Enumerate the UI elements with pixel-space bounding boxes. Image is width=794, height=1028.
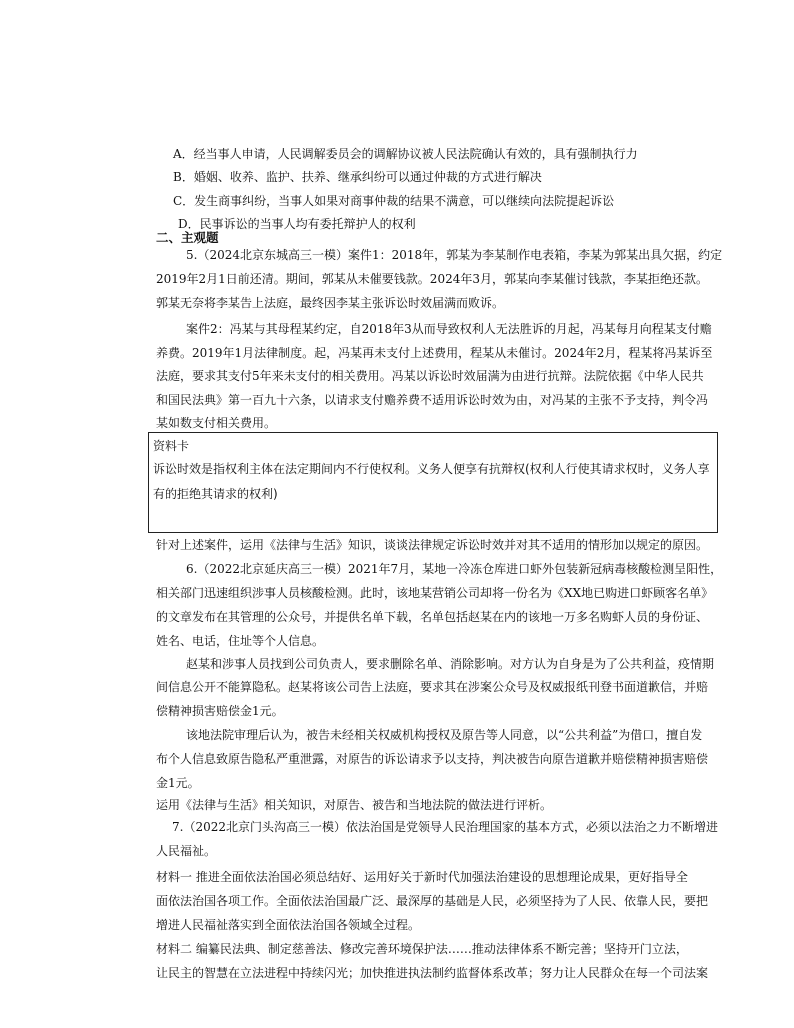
resource-card-line: 诉讼时效是指权利主体在法定期间内不行使权利。义务人便享有抗辩权(权利人行使其请求权时，义务人享 (153, 462, 710, 476)
q5-case2-line: 和国民法典》第一百九十六条，以请求支付赡养费不适用诉讼时效为由，对冯某的主张不予支持，判令冯 (156, 393, 709, 407)
q7-material2-line: 材料二 编纂民法典、制定慈善法、修改完善环境保护法……推动法律体系不断完善；坚持开门立法， (156, 942, 688, 956)
q6-para3-line: 布个人信息致原告隐私严重泄露，对原告的诉讼请求予以支持，判决被告向原告道歉并赔偿精神损害赔偿 (156, 752, 709, 766)
q5-case2-line: 养费。2019年1月法律制度。起，冯某再未支付上述费用，程某从未催讨。2024年2月，程某将冯某诉至 (156, 346, 713, 360)
option-c: C．发生商事纠纷，当事人如果对商事仲裁的结果不满意，可以继续向法院提起诉讼 (173, 194, 615, 208)
q6-para3-line: 金1元。 (156, 776, 200, 790)
q5-case2-line: 案件2：冯某与其母程某约定，自2018年3从而导致权利人无法胜诉的月起，冯某每月向程某支付赡 (186, 322, 712, 336)
q7-intro-line: 7.（2022北京门头沟高三一模）依法治国是党领导人民治理国家的基本方式，必须以法治之力不断增进 (172, 820, 718, 834)
q6-para2-line: 偿精神损害赔偿金1元。 (156, 704, 284, 718)
option-d: D．民事诉讼的当事人均有委托辩护人的权利 (178, 217, 416, 231)
q7-material2-line: 让民主的智慧在立法进程中持续闪光；加快推进执法制约监督体系改革；努力让人民群众在每一个司法案 (156, 966, 709, 980)
q6-question: 运用《法律与生活》相关知识，对原告、被告和当地法院的做法进行评析。 (156, 798, 553, 812)
q5-case2-line: 某如数支付相关费用。 (156, 416, 277, 430)
option-b: B．婚姻、收养、监护、扶养、继承纠纷可以通过仲裁的方式进行解决 (173, 170, 542, 184)
q6-para1-line: 姓名、电话，住址等个人信息。 (156, 634, 325, 648)
q6-para2-line: 间信息公开不能算隐私。赵某将该公司告上法庭，要求其在涉案公众号及权威报纸刊登书面道歉信，并赔 (156, 680, 709, 694)
q7-material1-line: 面依法治国各项工作。全面依法治国最广泛、最深厚的基础是人民，必须坚持为了人民、依靠人民，要把 (156, 894, 709, 908)
q5-question: 针对上述案件，运用《法律与生活》知识，谈谈法律规定诉讼时效并对其不适用的情形加以规定的原因。 (156, 538, 709, 552)
option-a: A．经当事人申请，人民调解委员会的调解协议被人民法院确认有效的，具有强制执行力 (173, 147, 638, 161)
resource-card-line: 有的拒绝其请求的权利) (153, 487, 278, 501)
q7-material1-line: 材料一 推进全面依法治国必须总结好、运用好关于新时代加强法治建设的思想理论成果，更好指导全 (156, 870, 688, 884)
q5-case1-line: 郭某无奈将李某告上法庭，最终因李某主张诉讼时效届满而败诉。 (156, 296, 505, 310)
q7-material1-line: 增进人民福祉落实到全面依法治国各领域全过程。 (156, 918, 421, 932)
q5-case1-line: 2019年2月1日前还清。期间，郭某从未催要钱款。2024年3月，郭某向李某催讨钱款，李某拒绝还款。 (156, 272, 708, 286)
q5-case2-line: 法庭，要求其支付5年来未支付的相关费用。冯某以诉讼时效届满为由进行抗辩。法院依据《中华人民共 (156, 369, 704, 383)
resource-card-title: 资料卡 (153, 439, 190, 453)
q6-para1-line: 的文章发布在其管理的公众号，并提供名单下载，名单包括赵某在内的该地一万多名购虾人员的身份证、 (156, 610, 709, 624)
q7-intro-line: 人民福祉。 (156, 844, 217, 858)
q6-para1-line: 6.（2022北京延庆高三一模）2021年7月，某地一冷冻仓库进口虾外包装新冠病毒核酸检测呈阳性， (186, 562, 723, 576)
q6-para1-line: 相关部门迅速组织涉事人员核酸检测。此时，该地某营销公司却将一份名为《XX地已购进口虾顾客名单》 (156, 586, 714, 600)
q6-para3-line: 该地法院审理后认为，被告未经相关权威机构授权及原告等人同意，以“公共利益”为借口，擅自发 (186, 728, 703, 742)
q5-case1-line: 5.（2024北京东城高三一模）案件1：2018年，郭某为李某制作电表箱，李某为郭某出具欠据，约定 (186, 248, 723, 262)
section-heading: 二、主观题 (156, 230, 219, 245)
q6-para2-line: 赵某和涉事人员找到公司负责人，要求删除名单、消除影响。对方认为自身是为了公共利益，疫情期 (186, 657, 715, 671)
resource-card (148, 432, 718, 533)
